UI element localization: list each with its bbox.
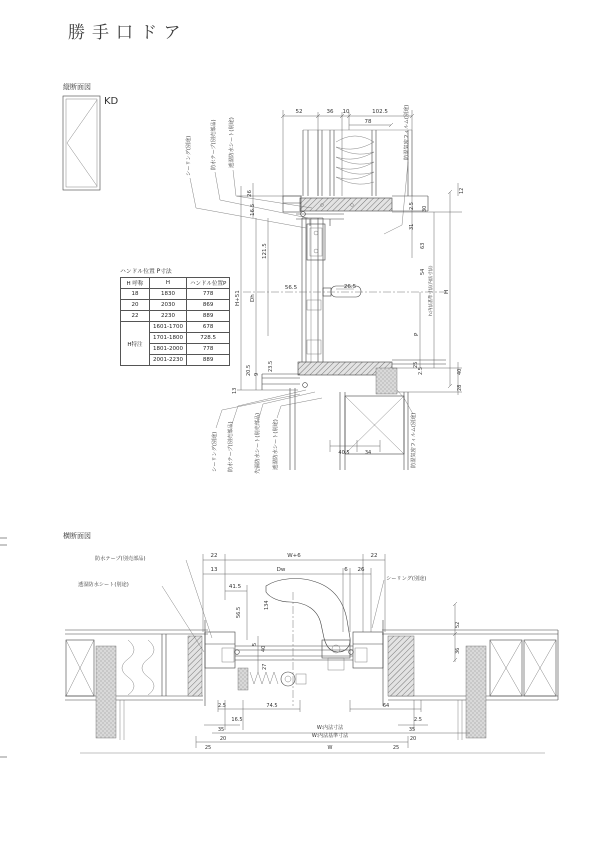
cell: 889 — [186, 311, 229, 322]
dim-h: H — [444, 289, 450, 294]
insulation-coil — [336, 136, 374, 184]
dim-13: 13 — [210, 567, 218, 573]
head-wall — [303, 130, 412, 196]
cell-custom: H特注 — [121, 322, 150, 366]
lock-cylinder — [238, 668, 306, 690]
sill-callouts — [210, 387, 417, 474]
horizontal-section-drawing — [65, 553, 558, 753]
dim-102-5: 102.5 — [372, 109, 388, 115]
dim-35-left: 35 — [217, 727, 225, 733]
cell: 1830 — [150, 289, 187, 300]
dim-35-right: 35 — [408, 727, 416, 733]
col-header: H 呼称 — [121, 278, 150, 289]
dim-axis-note: h:内法基準寸法(内法寸法) — [429, 265, 434, 316]
dim-16-5: 16.5 — [231, 717, 243, 723]
cell: 20 — [121, 300, 150, 311]
dim-2-5-right: 2.5 — [414, 717, 422, 723]
door-panel-plan — [235, 592, 353, 706]
dim-10: 10 — [342, 109, 350, 115]
dim-w: W — [327, 745, 333, 751]
dim-w-base: W:内法基準寸法 — [311, 733, 349, 739]
cell: 2030 — [150, 300, 187, 311]
dim-26-5: 26.5 — [343, 284, 357, 290]
callout-sheet: 透湿防水シート(別途) — [78, 582, 129, 588]
cell: 1801-2000 — [150, 344, 187, 355]
dim-31: 31 — [409, 223, 415, 230]
dim-134: 134 — [264, 600, 270, 610]
kd-mark: KD — [104, 96, 119, 107]
callout-film-bottom: 防湿気密フィルム(別途) — [411, 412, 417, 468]
horizontal-section-label: 横断面図 — [63, 532, 91, 540]
dim-56-5: 56.5 — [236, 606, 242, 618]
dim-27: 27 — [262, 663, 268, 670]
dim-63: 63 — [420, 242, 426, 249]
callout-sheet-bottom1: 先張防水シート(別売部品) — [255, 412, 261, 474]
dim-56-5: 56.5 — [284, 285, 298, 291]
dim-22-left: 22 — [210, 553, 218, 559]
cell: 2230 — [150, 311, 187, 322]
sill-wall — [290, 388, 408, 470]
dim-12: 12 — [459, 187, 465, 194]
callout-sheet-bottom2: 透湿防水シート(別途) — [273, 419, 279, 470]
dim-25-left: 25 — [204, 745, 212, 751]
cell: 728.5 — [186, 333, 229, 344]
cell: 1601-1700 — [150, 322, 187, 333]
dim-40: 40 — [457, 368, 463, 375]
dim-16-5: 16.5 — [250, 203, 256, 216]
callout-tape: 防水テープ(別売部品) — [95, 556, 146, 562]
cell: 889 — [186, 355, 229, 366]
table-title: ハンドル位置 P寸法 — [120, 269, 172, 275]
callout-tape-bottom: 防水テープ(別売部品) — [228, 421, 234, 472]
head-dimensions — [281, 109, 414, 200]
dim-dw: Dw — [276, 567, 286, 573]
dim-23-5: 23.5 — [268, 360, 274, 372]
dim-36: 36 — [455, 647, 461, 654]
cell: 778 — [186, 289, 229, 300]
cell: 2001-2230 — [150, 355, 187, 366]
cell: 18 — [121, 289, 150, 300]
left-wall — [65, 630, 208, 740]
dim-40-5: 40.5 — [338, 450, 350, 456]
dim-26: 26 — [247, 190, 253, 197]
dim-2-5: 2.5 — [409, 202, 415, 210]
plan-top-dimensions — [203, 553, 385, 640]
dim-121-5: 121.5 — [262, 243, 268, 259]
dim-30: 30 — [422, 205, 428, 212]
plan-mid-dimensions — [252, 636, 268, 672]
callout-sealing: シーリング(別途) — [386, 576, 427, 582]
dim-52: 52 — [295, 109, 303, 115]
dim-41-5: 41.5 — [228, 584, 242, 590]
dim-25-right: 25 — [392, 745, 400, 751]
cell: 1701-1800 — [150, 333, 187, 344]
dim-dh: Dh — [250, 294, 256, 302]
callout-sealing-bottom: シーリング(別途) — [212, 431, 218, 472]
dim-20-right: 20 — [409, 736, 417, 742]
vertical-section-drawing — [184, 105, 465, 474]
cell: 778 — [186, 344, 229, 355]
dim-9: 9 — [254, 372, 260, 376]
right-jamb — [349, 620, 383, 706]
page-title: 勝手口ドア — [68, 23, 188, 43]
dim-p: P — [414, 332, 420, 336]
dim-26: 26 — [357, 567, 365, 573]
dim-36: 36 — [326, 109, 334, 115]
callout-film-right: 防湿気密フィルム(別途) — [404, 104, 410, 160]
callout-sheet-top: 透湿防水シート(別途) — [229, 117, 235, 168]
cell: 869 — [186, 300, 229, 311]
plan-right-dimensions — [453, 602, 461, 662]
dim-25: 25 — [413, 361, 419, 368]
insulation-coil — [142, 640, 154, 695]
dim-h51: H+51 — [235, 290, 241, 306]
dim-64: 64 — [382, 703, 390, 709]
right-wall — [382, 630, 558, 740]
dim-22-right: 22 — [370, 553, 378, 559]
dim-34: 34 — [364, 450, 372, 456]
col-header: H — [150, 278, 187, 289]
dim-20-5: 20.5 — [246, 364, 252, 376]
dim-52: 52 — [455, 621, 461, 628]
dim-2-5-bottom: 2.5 — [418, 367, 424, 375]
col-header: ハンドル位置P — [186, 278, 229, 289]
dim-2-5-left: 2.5 — [218, 703, 226, 709]
page-edge-ticks — [0, 538, 7, 757]
dim-78: 78 — [364, 119, 372, 125]
dim-6: 6 — [344, 567, 348, 573]
insulation-coil — [122, 640, 134, 695]
dim-40: 40 — [261, 645, 267, 652]
callout-tape-top: 防水テープ(別売部品) — [211, 119, 217, 170]
dim-13: 13 — [232, 387, 238, 394]
dim-w6: W+6 — [287, 553, 301, 559]
dim-20-left: 20 — [219, 736, 227, 742]
cell: 22 — [121, 311, 150, 322]
dim-w-inner: W:内法寸法 — [316, 725, 344, 731]
callout-sealing-top: シーリング(別途) — [186, 135, 192, 176]
kd-elevation-sketch — [63, 96, 100, 190]
vertical-section-label: 縦断面図 — [63, 83, 91, 91]
plan-callouts — [78, 554, 426, 652]
dim-28: 28 — [457, 384, 463, 391]
dim-74-5: 74.5 — [266, 703, 278, 709]
cell: 678 — [186, 322, 229, 333]
dim-5: 5 — [252, 642, 258, 646]
head-frame — [283, 196, 428, 226]
dim-54: 54 — [420, 268, 426, 275]
